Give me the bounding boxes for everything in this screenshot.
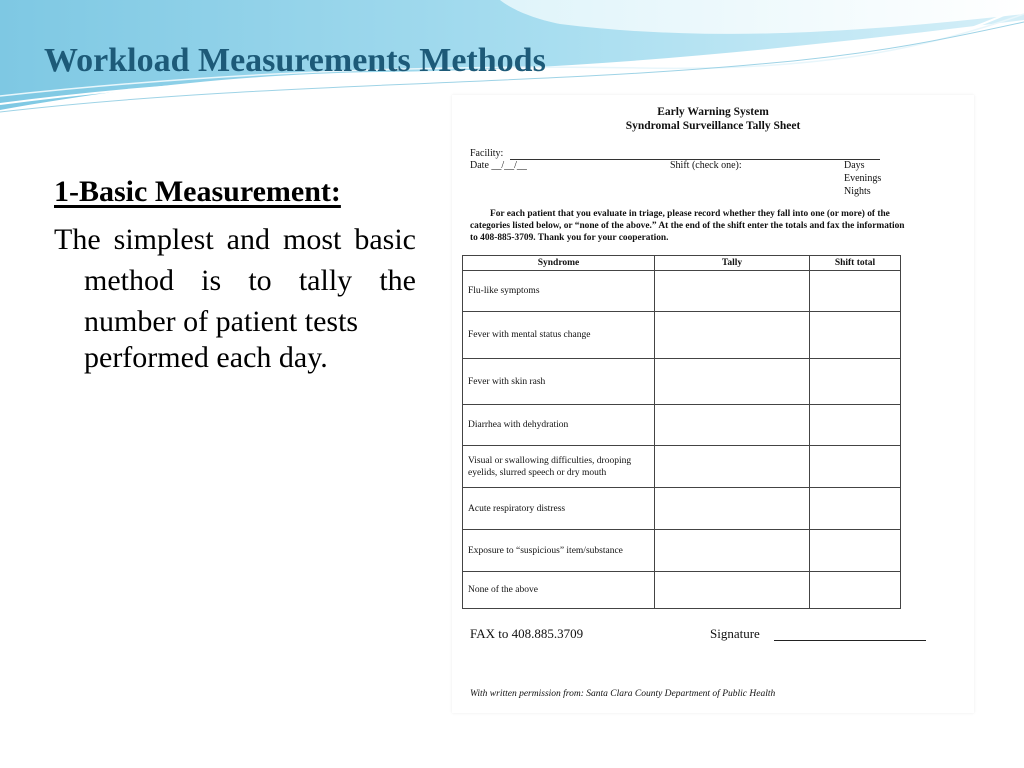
syndrome-cell: Fever with skin rash: [463, 359, 655, 405]
tally-cell: [655, 446, 810, 488]
slide-title: [44, 42, 546, 80]
tally-cell: [655, 572, 810, 609]
syndrome-cell: Acute respiratory distress: [463, 488, 655, 530]
shift-total-cell: [810, 405, 901, 446]
slide-title-rest: Methods: [410, 42, 546, 79]
table-row: [463, 530, 901, 572]
form-instructions: [470, 208, 962, 244]
shift-total-cell: [810, 446, 901, 488]
table-header-row: [463, 256, 901, 271]
tally-cell: [655, 271, 810, 312]
date-label: Date __/__/__: [470, 160, 527, 171]
tally-table: [462, 255, 901, 609]
instructions-line1: For each patient that you evaluate in triage, please record whether they fall into one (or more) of the: [490, 209, 890, 219]
shift-option-days: Days: [844, 160, 865, 171]
table-row: [463, 359, 901, 405]
table-row: [463, 312, 901, 359]
facility-label: Facility:: [470, 148, 504, 159]
signature-line: [774, 640, 926, 641]
form-title-line1: Early Warning System: [657, 106, 769, 118]
shift-option-nights: Nights: [844, 186, 871, 197]
shift-total-cell: [810, 359, 901, 405]
fax-number: FAX to 408.885.3709: [470, 626, 584, 641]
slide-title-bold: Workload Measurements: [44, 42, 411, 79]
tally-cell: [655, 530, 810, 572]
content-block: [54, 175, 416, 374]
syndrome-cell: Exposure to “suspicious” item/substance: [463, 530, 655, 572]
col-header-shift-total: Shift total: [810, 256, 901, 271]
table-row: [463, 572, 901, 609]
syndrome-cell: Diarrhea with dehydration: [463, 405, 655, 446]
instructions-line2: categories listed below, or “none of the above.” At the end of the shift enter the totals and fax the information: [470, 221, 905, 231]
subheading: 1-Basic Measurement:: [54, 175, 341, 208]
shift-total-cell: [810, 488, 901, 530]
signature-label: Signature: [710, 626, 760, 641]
shift-total-cell: [810, 572, 901, 609]
form-title-line2: Syndromal Surveillance Tally Sheet: [625, 120, 801, 132]
syndrome-cell: Flu-like symptoms: [463, 271, 655, 312]
tally-cell: [655, 488, 810, 530]
table-row: [463, 271, 901, 312]
body-paragraph: [54, 219, 416, 374]
syndrome-cell: Visual or swallowing difficulties, drooping eyelids, slurred speech or dry mouth: [463, 446, 655, 488]
syndrome-cell: None of the above: [463, 572, 655, 609]
paragraph-last-line: performed each day.: [84, 341, 328, 374]
table-row: [463, 488, 901, 530]
col-header-syndrome: Syndrome: [463, 256, 655, 271]
tally-cell: [655, 359, 810, 405]
col-header-tally: Tally: [655, 256, 810, 271]
shift-total-cell: [810, 271, 901, 312]
instructions-line3: to 408-885-3709. Thank you for your cooperation.: [470, 233, 669, 243]
permission-note: With written permission from: Santa Clara County Department of Public Health: [470, 689, 776, 699]
table-row: [463, 405, 901, 446]
tally-sheet-image: [452, 95, 974, 713]
paragraph-main: The simplest and most basic method is to tally the number of patient tests: [54, 223, 416, 338]
shift-option-evenings: Evenings: [844, 173, 882, 184]
table-row: [463, 446, 901, 488]
tally-cell: [655, 312, 810, 359]
shift-label: Shift (check one):: [670, 160, 742, 171]
shift-total-cell: [810, 530, 901, 572]
syndrome-cell: Fever with mental status change: [463, 312, 655, 359]
tally-cell: [655, 405, 810, 446]
shift-total-cell: [810, 312, 901, 359]
